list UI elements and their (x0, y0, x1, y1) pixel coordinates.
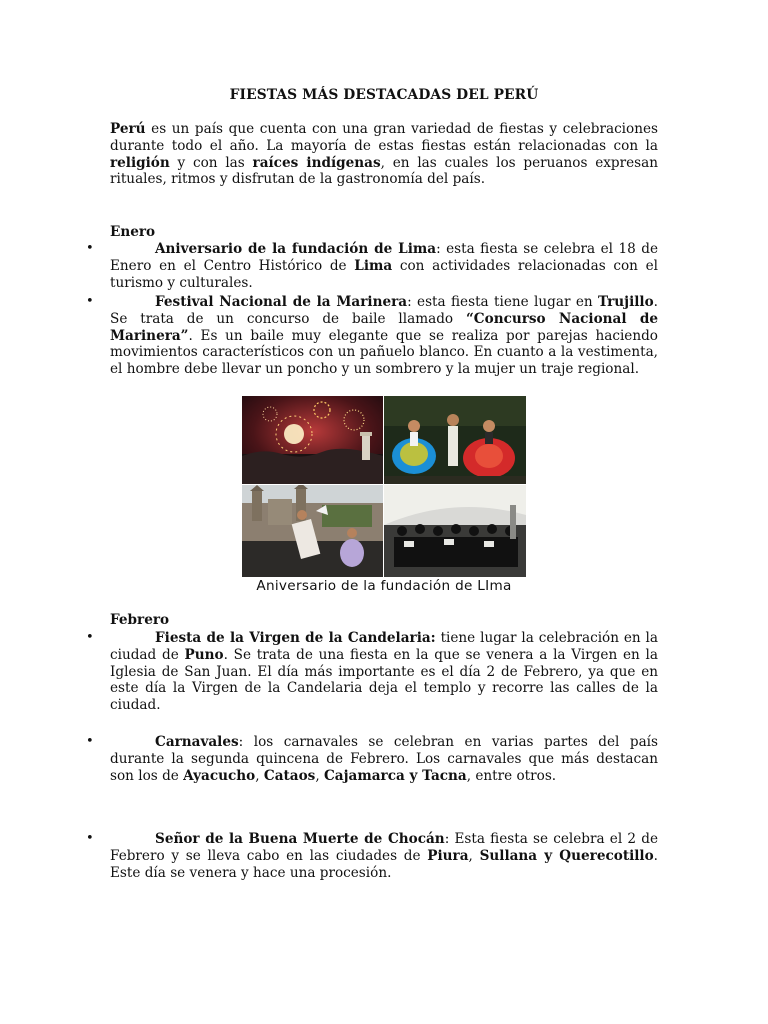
page-title: FIESTAS MÁS DESTACADAS DEL PERÚ (229, 87, 539, 103)
list-item-carnavales (110, 734, 658, 784)
fireworks-image (242, 396, 383, 484)
dancers-photo (384, 396, 526, 484)
bullet-icon: • (86, 734, 94, 749)
item-bold: Cajamarca y Tacna (323, 767, 467, 784)
intro-text-2: y con las (169, 154, 253, 171)
intro-text-3: , en las cuales los peruanos expresan rituales, ritmos y disfrutan de la gastronomía del país. (110, 154, 659, 188)
item-text: : los carnavales se celebran en varias partes del país durante la segunda quincena de Febrero. Los carnavales que más destacan son los de (110, 734, 658, 784)
orchestra-photo (384, 485, 526, 577)
bullet-icon: • (86, 630, 94, 645)
intro-paragraph (110, 121, 658, 188)
item-bold: Lima (354, 257, 393, 274)
item-bold: “Concurso Nacional de Marinera” (110, 310, 658, 344)
list-item-aniversario-lima (110, 241, 658, 291)
dancers-image (384, 396, 526, 484)
list-item-chocan (110, 831, 658, 881)
intro-bold-raices: raíces indígenas (252, 154, 381, 171)
bullet-icon: • (86, 831, 94, 846)
item-title: Aniversario de la fundación de Lima (155, 241, 437, 257)
list-item-festival-marinera (110, 294, 658, 378)
item-title: Señor de la Buena Muerte de Chocán (155, 831, 445, 847)
item-text: , (315, 767, 324, 784)
plaza-photo (242, 485, 383, 577)
item-title: Fiesta de la Virgen de la Candelaria: (155, 630, 436, 646)
item-bold: Sullana y Querecotillo (479, 847, 654, 864)
item-title: Carnavales (155, 734, 239, 750)
month-heading-enero: Enero (110, 224, 156, 240)
list-item-candelaria (110, 630, 658, 714)
intro-text-1: es un país que cuenta con una gran variedad de fiestas y celebraciones durante todo el año. La mayoría de estas fiestas están relacionadas con la (110, 121, 658, 154)
item-bold: Cataos (263, 767, 316, 784)
item-text: : Esta fiesta se celebra el 2 de Febrero y se lleva cabo en las ciudades de (110, 831, 658, 864)
image-caption: Aniversario de la fundación de LIma (256, 578, 512, 594)
item-bold: Ayacucho (183, 767, 256, 784)
photo-collage (242, 396, 526, 577)
bullet-icon: • (86, 294, 94, 309)
item-text: : esta fiesta tiene lugar en (407, 294, 598, 310)
item-text: . Es un baile muy elegante que se realiza por parejas haciendo movimientos característicos con un pañuelo blanco. En cuanto a la vestimenta, el hombre debe llevar un poncho y un sombrero y la mujer un traje regional. (110, 327, 658, 378)
item-text: tiene lugar la celebración en la ciudad de (110, 630, 659, 663)
item-text: , (468, 847, 480, 864)
orchestra-image (384, 485, 526, 577)
item-text: . Se trata de una fiesta en la que se venera a la Virgen en la Iglesia de San Juan. El día más importante es el día 2 de Febrero, ya que en este día la Virgen de la Candelaria deja el templo y recorre las calles de la ciudad. (110, 646, 658, 714)
item-text: . Este día se venera y hace una procesión. (110, 847, 658, 881)
item-text: con actividades relacionadas con el turismo y culturales. (110, 257, 658, 291)
bullet-icon: • (86, 241, 94, 256)
item-text: , (255, 767, 264, 784)
fireworks-photo (242, 396, 383, 484)
item-text: , entre otros. (466, 767, 557, 784)
plaza-image (242, 485, 383, 577)
item-title: Festival Nacional de la Marinera (155, 294, 408, 310)
intro-bold-peru: Perú (110, 121, 146, 137)
item-bold: Trujillo (598, 294, 654, 310)
month-heading-febrero: Febrero (110, 612, 170, 628)
item-text: . Se trata de un concurso de baile llamado (110, 294, 658, 327)
item-text: : esta fiesta se celebra el 18 de Enero en el Centro Histórico de (110, 241, 658, 274)
item-bold: Puno (184, 646, 224, 663)
item-bold: Piura (427, 847, 469, 864)
intro-bold-religion: religión (110, 154, 170, 171)
